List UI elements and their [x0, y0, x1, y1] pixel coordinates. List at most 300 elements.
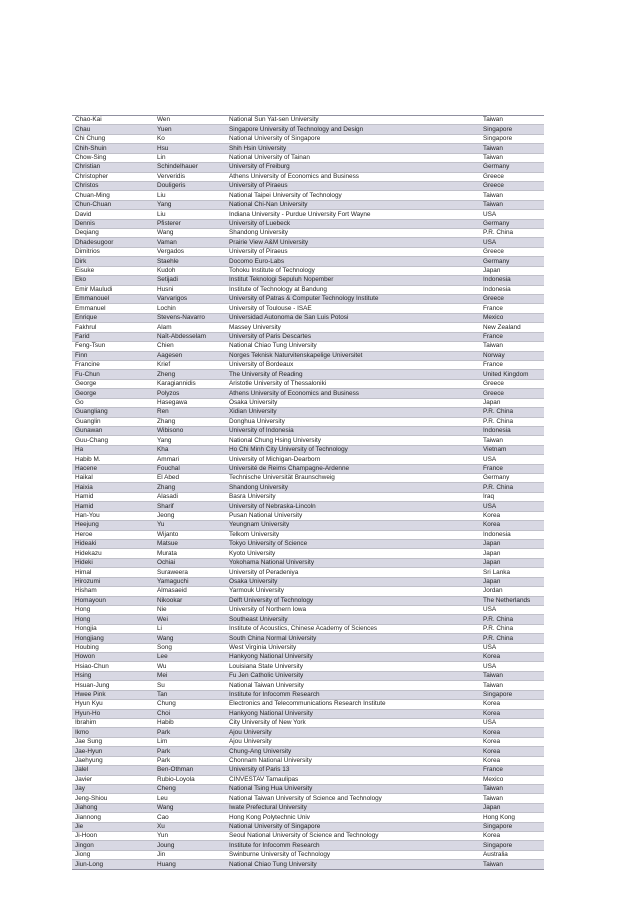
first-name-cell: Jiannong [72, 813, 154, 822]
first-name-cell: Hsing [72, 671, 154, 680]
first-name-cell: Guu-Chang [72, 436, 154, 445]
first-name-cell: Ji-Hoon [72, 832, 154, 841]
first-name-cell: Guanglin [72, 417, 154, 426]
first-name-cell: Hwee Pink [72, 690, 154, 699]
last-name-cell: Yang [154, 200, 226, 209]
first-name-cell: Gunawan [72, 426, 154, 435]
last-name-cell: Wijanto [154, 530, 226, 539]
last-name-cell: Choi [154, 709, 226, 718]
last-name-cell: Wang [154, 803, 226, 812]
affiliation-cell: Tohoku Institute of Technology [226, 266, 480, 275]
country-cell: Korea [480, 709, 544, 718]
table-row [72, 285, 544, 294]
country-cell: Germany [480, 219, 544, 228]
country-cell: Germany [480, 163, 544, 172]
affiliation-cell: Athens University of Economics and Business [226, 389, 480, 398]
table-row [72, 568, 544, 577]
last-name-cell: Husni [154, 285, 226, 294]
country-cell: USA [480, 502, 544, 511]
last-name-cell: Ammari [154, 455, 226, 464]
table-row [72, 276, 544, 285]
table-row [72, 191, 544, 200]
first-name-cell: George [72, 379, 154, 388]
country-cell: Sri Lanka [480, 568, 544, 577]
affiliation-cell: Donghua University [226, 417, 480, 426]
country-cell: Singapore [480, 690, 544, 699]
last-name-cell: Yuen [154, 125, 226, 134]
last-name-cell: Kudoh [154, 266, 226, 275]
affiliation-cell: Singapore University of Technology and Design [226, 125, 480, 134]
table-row [72, 728, 544, 737]
last-name-cell: Hasegawa [154, 398, 226, 407]
table-row [72, 596, 544, 605]
table-row [72, 389, 544, 398]
country-cell: P.R. China [480, 229, 544, 238]
table-row [72, 775, 544, 784]
affiliation-cell: Athens University of Economics and Business [226, 172, 480, 181]
first-name-cell: Ikmo [72, 728, 154, 737]
country-cell: France [480, 766, 544, 775]
table-row [72, 822, 544, 831]
table-row [72, 671, 544, 680]
first-name-cell: Jingon [72, 841, 154, 850]
table-row [72, 181, 544, 190]
last-name-cell: Wang [154, 634, 226, 643]
first-name-cell: Guangliang [72, 408, 154, 417]
first-name-cell: Chao-Kai [72, 116, 154, 125]
first-name-cell: Hacene [72, 464, 154, 473]
affiliation-cell: Basra University [226, 492, 480, 501]
last-name-cell: Ren [154, 408, 226, 417]
country-cell: Korea [480, 832, 544, 841]
table-row [72, 210, 544, 219]
table-row [72, 709, 544, 718]
first-name-cell: Hong [72, 615, 154, 624]
country-cell: Japan [480, 577, 544, 586]
affiliation-cell: Massey University [226, 323, 480, 332]
table-row [72, 530, 544, 539]
affiliation-cell: Hong Kong Polytechnic Univ [226, 813, 480, 822]
first-name-cell: Jiun-Long [72, 860, 154, 869]
country-cell: Japan [480, 558, 544, 567]
first-name-cell: Hongjia [72, 624, 154, 633]
first-name-cell: David [72, 210, 154, 219]
country-cell: USA [480, 210, 544, 219]
table-row [72, 737, 544, 746]
table-row [72, 342, 544, 351]
affiliation-cell: University of Northern Iowa [226, 605, 480, 614]
last-name-cell: Ververidis [154, 172, 226, 181]
country-cell: Singapore [480, 125, 544, 134]
table-row [72, 643, 544, 652]
country-cell: USA [480, 455, 544, 464]
affiliation-cell: Docomo Euro-Labs [226, 257, 480, 266]
first-name-cell: Christos [72, 181, 154, 190]
first-name-cell: Feng-Tsun [72, 342, 154, 351]
table-row [72, 747, 544, 756]
table-row [72, 370, 544, 379]
last-name-cell: Chien [154, 342, 226, 351]
first-name-cell: Hyun Kyu [72, 700, 154, 709]
table-row [72, 464, 544, 473]
first-name-cell: Chun-Chuan [72, 200, 154, 209]
country-cell: Jordan [480, 587, 544, 596]
affiliation-cell: Seoul National University of Science and Technology [226, 832, 480, 841]
table-row [72, 605, 544, 614]
affiliation-cell: Prairie View A&M University [226, 238, 480, 247]
country-cell: Germany [480, 257, 544, 266]
affiliation-cell: National Chung Hsing University [226, 436, 480, 445]
last-name-cell: Wei [154, 615, 226, 624]
last-name-cell: Alasadi [154, 492, 226, 501]
last-name-cell: Huang [154, 860, 226, 869]
first-name-cell: Eisuke [72, 266, 154, 275]
country-cell: P.R. China [480, 634, 544, 643]
last-name-cell: Alam [154, 323, 226, 332]
table-row [72, 134, 544, 143]
affiliation-cell: Chung-Ang University [226, 747, 480, 756]
first-name-cell: Ha [72, 445, 154, 454]
first-name-cell: Heroe [72, 530, 154, 539]
table-row [72, 719, 544, 728]
country-cell: Japan [480, 398, 544, 407]
first-name-cell: Hsuan-Jung [72, 681, 154, 690]
country-cell: Indonesia [480, 276, 544, 285]
affiliation-cell: Université de Reims Champagne-Ardenne [226, 464, 480, 473]
country-cell: Taiwan [480, 784, 544, 793]
last-name-cell: Wu [154, 662, 226, 671]
country-cell: Taiwan [480, 436, 544, 445]
table-row [72, 860, 544, 869]
table-row [72, 426, 544, 435]
first-name-cell: Jiahong [72, 803, 154, 812]
last-name-cell: Suraweera [154, 568, 226, 577]
table-row [72, 408, 544, 417]
table-row [72, 351, 544, 360]
last-name-cell: Setijadi [154, 276, 226, 285]
first-name-cell: Habib M. [72, 455, 154, 464]
country-cell: Mexico [480, 313, 544, 322]
last-name-cell: Wang [154, 229, 226, 238]
affiliation-cell: Tokyo University of Science [226, 539, 480, 548]
last-name-cell: Krief [154, 360, 226, 369]
table-row [72, 295, 544, 304]
first-name-cell: Heejung [72, 521, 154, 530]
last-name-cell: Zhang [154, 417, 226, 426]
country-cell: Taiwan [480, 681, 544, 690]
country-cell: USA [480, 719, 544, 728]
table-row [72, 521, 544, 530]
table-row [72, 681, 544, 690]
country-cell: Greece [480, 172, 544, 181]
country-cell: Indonesia [480, 426, 544, 435]
table-row [72, 229, 544, 238]
affiliation-cell: Fu Jen Catholic University [226, 671, 480, 680]
first-name-cell: Dhadesugoor [72, 238, 154, 247]
affiliation-cell: Chonnam National University [226, 756, 480, 765]
last-name-cell: El Abed [154, 474, 226, 483]
first-name-cell: Hideaki [72, 539, 154, 548]
first-name-cell: Haixia [72, 483, 154, 492]
affiliation-cell: University of Piraeus [226, 181, 480, 190]
committee-table-body [72, 116, 544, 870]
table-row [72, 577, 544, 586]
first-name-cell: Fakhrul [72, 323, 154, 332]
table-row [72, 492, 544, 501]
country-cell: Taiwan [480, 191, 544, 200]
first-name-cell: Emir Mauludi [72, 285, 154, 294]
table-row [72, 832, 544, 841]
first-name-cell: Hyun-Ho [72, 709, 154, 718]
country-cell: Greece [480, 181, 544, 190]
last-name-cell: Mei [154, 671, 226, 680]
last-name-cell: Polyzos [154, 389, 226, 398]
table-row [72, 794, 544, 803]
table-row [72, 398, 544, 407]
first-name-cell: Francine [72, 360, 154, 369]
affiliation-cell: Universidad Autonoma de San Luis Potosi [226, 313, 480, 322]
last-name-cell: Leu [154, 794, 226, 803]
table-row [72, 502, 544, 511]
last-name-cell: Rubio-Loyola [154, 775, 226, 784]
affiliation-cell: National Taiwan University of Science and Technology [226, 794, 480, 803]
first-name-cell: Dirk [72, 257, 154, 266]
country-cell: France [480, 360, 544, 369]
first-name-cell: Farid [72, 332, 154, 341]
table-row [72, 587, 544, 596]
first-name-cell: Jeng-Shiou [72, 794, 154, 803]
country-cell: P.R. China [480, 615, 544, 624]
first-name-cell: Chau [72, 125, 154, 134]
country-cell: Singapore [480, 841, 544, 850]
country-cell: The Netherlands [480, 596, 544, 605]
country-cell: Mexico [480, 775, 544, 784]
affiliation-cell: University of Patras & Computer Technology Institute [226, 295, 480, 304]
country-cell: Taiwan [480, 671, 544, 680]
table-row [72, 784, 544, 793]
last-name-cell: Pfisterer [154, 219, 226, 228]
affiliation-cell: National Taipei University of Technology [226, 191, 480, 200]
country-cell: Australia [480, 850, 544, 859]
affiliation-cell: National Tsing Hua University [226, 784, 480, 793]
affiliation-cell: Institute for Infocomm Research [226, 841, 480, 850]
table-row [72, 662, 544, 671]
country-cell: France [480, 332, 544, 341]
table-row [72, 200, 544, 209]
last-name-cell: Ochiai [154, 558, 226, 567]
last-name-cell: Nikookar [154, 596, 226, 605]
table-row [72, 247, 544, 256]
affiliation-cell: Shandong University [226, 483, 480, 492]
last-name-cell: Tan [154, 690, 226, 699]
first-name-cell: Han-You [72, 511, 154, 520]
country-cell: Norway [480, 351, 544, 360]
last-name-cell: Vergados [154, 247, 226, 256]
table-row [72, 624, 544, 633]
table-row [72, 615, 544, 624]
country-cell: Korea [480, 521, 544, 530]
table-row [72, 766, 544, 775]
table-row [72, 417, 544, 426]
table-row [72, 313, 544, 322]
last-name-cell: Park [154, 756, 226, 765]
last-name-cell: Lim [154, 737, 226, 746]
affiliation-cell: University of Paris 13 [226, 766, 480, 775]
first-name-cell: Houbing [72, 643, 154, 652]
country-cell: Japan [480, 266, 544, 275]
affiliation-cell: Kyoto University [226, 549, 480, 558]
affiliation-cell: National Chiao Tung University [226, 860, 480, 869]
country-cell: P.R. China [480, 417, 544, 426]
country-cell: Indonesia [480, 285, 544, 294]
first-name-cell: Jae-Hyun [72, 747, 154, 756]
first-name-cell: Hamid [72, 502, 154, 511]
last-name-cell: Varvarigos [154, 295, 226, 304]
last-name-cell: Cao [154, 813, 226, 822]
affiliation-cell: Institute of Acoustics, Chinese Academy of Sciences [226, 624, 480, 633]
last-name-cell: Schindelhauer [154, 163, 226, 172]
country-cell: Korea [480, 747, 544, 756]
country-cell: Korea [480, 700, 544, 709]
table-row [72, 558, 544, 567]
affiliation-cell: Shih Hsin University [226, 144, 480, 153]
table-row [72, 700, 544, 709]
last-name-cell: Xu [154, 822, 226, 831]
country-cell: USA [480, 605, 544, 614]
first-name-cell: Hamid [72, 492, 154, 501]
last-name-cell: Yang [154, 436, 226, 445]
first-name-cell: Jiong [72, 850, 154, 859]
first-name-cell: Eko [72, 276, 154, 285]
last-name-cell: Murata [154, 549, 226, 558]
table-row [72, 323, 544, 332]
first-name-cell: Jalel [72, 766, 154, 775]
country-cell: Korea [480, 728, 544, 737]
affiliation-cell: University of Peradeniya [226, 568, 480, 577]
country-cell: Taiwan [480, 860, 544, 869]
affiliation-cell: University of Toulouse - ISAE [226, 304, 480, 313]
country-cell: Korea [480, 756, 544, 765]
first-name-cell: Hidekazu [72, 549, 154, 558]
affiliation-cell: Osaka University [226, 398, 480, 407]
last-name-cell: Jin [154, 850, 226, 859]
table-row [72, 125, 544, 134]
table-row [72, 266, 544, 275]
first-name-cell: Deqiang [72, 229, 154, 238]
affiliation-cell: Institute of Technology at Bandung [226, 285, 480, 294]
first-name-cell: Javier [72, 775, 154, 784]
first-name-cell: George [72, 389, 154, 398]
table-row [72, 360, 544, 369]
last-name-cell: Kha [154, 445, 226, 454]
last-name-cell: Naït-Abdesselam [154, 332, 226, 341]
table-row [72, 483, 544, 492]
affiliation-cell: Iwate Prefectural University [226, 803, 480, 812]
affiliation-cell: National Chi-Nan University [226, 200, 480, 209]
affiliation-cell: University of Freiburg [226, 163, 480, 172]
last-name-cell: Douligeris [154, 181, 226, 190]
first-name-cell: Homayoun [72, 596, 154, 605]
table-row [72, 511, 544, 520]
table-row [72, 219, 544, 228]
first-name-cell: Dennis [72, 219, 154, 228]
last-name-cell: Joung [154, 841, 226, 850]
affiliation-cell: University of Michigan-Dearborn [226, 455, 480, 464]
table-row [72, 172, 544, 181]
country-cell: Greece [480, 247, 544, 256]
country-cell: United Kingdom [480, 370, 544, 379]
affiliation-cell: Ho Chi Minh City University of Technology [226, 445, 480, 454]
table-row [72, 332, 544, 341]
affiliation-cell: Osaka University [226, 577, 480, 586]
affiliation-cell: Shandong University [226, 229, 480, 238]
table-row [72, 549, 544, 558]
table-row [72, 813, 544, 822]
affiliation-cell: National University of Singapore [226, 822, 480, 831]
affiliation-cell: Technische Universität Braunschweig [226, 474, 480, 483]
affiliation-cell: National University of Tainan [226, 153, 480, 162]
affiliation-cell: Institute for Infocomm Research [226, 690, 480, 699]
affiliation-cell: Institut Teknologi Sepuluh Nopember [226, 276, 480, 285]
table-row [72, 850, 544, 859]
last-name-cell: Matsue [154, 539, 226, 548]
country-cell: P.R. China [480, 624, 544, 633]
affiliation-cell: University of Piraeus [226, 247, 480, 256]
country-cell: Greece [480, 389, 544, 398]
first-name-cell: Emmanuel [72, 304, 154, 313]
last-name-cell: Almasaeid [154, 587, 226, 596]
first-name-cell: Dimitrios [72, 247, 154, 256]
last-name-cell: Lochin [154, 304, 226, 313]
affiliation-cell: Aristotle University of Thessaloniki [226, 379, 480, 388]
country-cell: Korea [480, 653, 544, 662]
country-cell: Germany [480, 474, 544, 483]
table-row [72, 163, 544, 172]
affiliation-cell: West Virginia University [226, 643, 480, 652]
last-name-cell: Habib [154, 719, 226, 728]
affiliation-cell: Telkom University [226, 530, 480, 539]
affiliation-cell: Southeast University [226, 615, 480, 624]
affiliation-cell: Ajou University [226, 737, 480, 746]
first-name-cell: Chi Chung [72, 134, 154, 143]
affiliation-cell: Ajou University [226, 728, 480, 737]
country-cell: Taiwan [480, 144, 544, 153]
affiliation-cell: Norges Teknisk Naturvitenskapelige Universitet [226, 351, 480, 360]
last-name-cell: Nie [154, 605, 226, 614]
table-row [72, 653, 544, 662]
last-name-cell: Chung [154, 700, 226, 709]
last-name-cell: Sharif [154, 502, 226, 511]
last-name-cell: Aagesen [154, 351, 226, 360]
affiliation-cell: Louisiana State University [226, 662, 480, 671]
table-row [72, 379, 544, 388]
last-name-cell: Yamaguchi [154, 577, 226, 586]
affiliation-cell: Yarmouk University [226, 587, 480, 596]
country-cell: Taiwan [480, 342, 544, 351]
affiliation-cell: Indiana University - Purdue University Fort Wayne [226, 210, 480, 219]
first-name-cell: Finn [72, 351, 154, 360]
first-name-cell: Jie [72, 822, 154, 831]
country-cell: Indonesia [480, 530, 544, 539]
first-name-cell: Chih-Shuin [72, 144, 154, 153]
affiliation-cell: Hankyong National University [226, 709, 480, 718]
country-cell: USA [480, 662, 544, 671]
affiliation-cell: South China Normal University [226, 634, 480, 643]
first-name-cell: Jay [72, 784, 154, 793]
country-cell: Greece [480, 379, 544, 388]
first-name-cell: Hong [72, 605, 154, 614]
last-name-cell: Jeong [154, 511, 226, 520]
